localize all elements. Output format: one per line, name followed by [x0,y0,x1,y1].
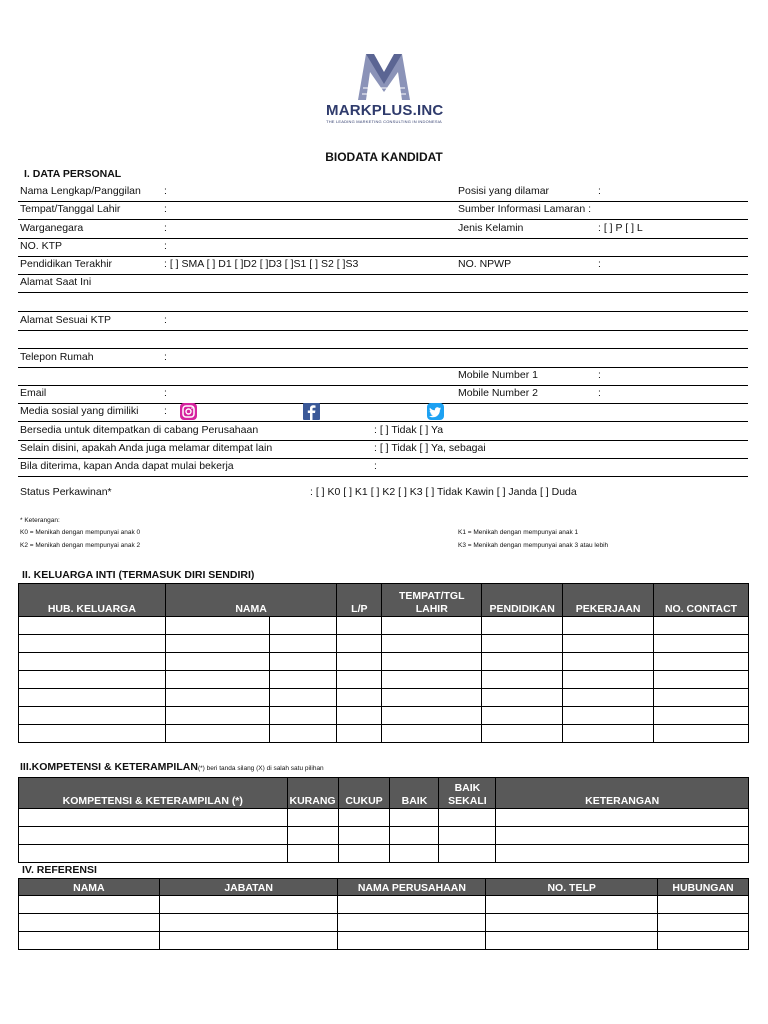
document-title: BIODATA KANDIDAT [325,150,443,164]
label-sumber-informasi: Sumber Informasi Lamaran : [458,203,592,215]
table-row[interactable] [19,689,749,707]
logo-brand: MARKPLUS.INC [326,102,444,119]
label-tempat-lahir: Tempat/Tanggal Lahir [20,203,121,215]
label-posisi: Posisi yang dilamar [458,185,550,197]
section-3-heading-wrap [20,761,324,773]
value-tempat-lahir[interactable]: : [164,203,167,215]
row-mobile-1 [18,367,748,386]
table-row[interactable] [19,809,749,827]
markplus-logo-mark [354,50,414,102]
facebook-icon[interactable] [303,403,320,420]
note-k2: K2 = Menikah dengan mempunyai anak 2 [20,542,141,549]
reference-table [18,878,749,950]
row-media-sosial [18,403,748,422]
label-email: Email [20,387,47,399]
row-nama [18,183,748,202]
label-bersedia: Bersedia untuk ditempatkan di cabang Perusahaan [20,424,259,436]
note-k0: K0 = Menikah dengan mempunyai anak 0 [20,529,141,536]
label-mobile-2: Mobile Number 2 [458,387,538,399]
col-no-contact: NO. CONTACT [654,584,749,617]
value-alamat-ktp[interactable]: : [164,314,167,326]
value-bersedia[interactable]: : [ ] Tidak [ ] Ya [374,424,444,436]
value-status-perkawinan[interactable]: : [ ] K0 [ ] K1 [ ] K2 [ ] K3 [ ] Tidak Kawin [ ] Janda [ ] Duda [310,486,577,498]
table-row[interactable] [19,653,749,671]
row-bersedia [18,422,748,441]
table-row[interactable] [19,707,749,725]
section-1-heading: I. DATA PERSONAL [24,168,122,180]
col-tempat-tgl-lahir: TEMPAT/TGL LAHIR [382,584,482,617]
col-baik-sekali: BAIK SEKALI [439,778,496,809]
label-jenis-kelamin: Jenis Kelamin [458,222,524,234]
col-ref-jabatan: JABATAN [159,879,338,896]
col-pendidikan: PENDIDIKAN [482,584,563,617]
logo-tagline: THE LEADING MARKETING CONSULTING IN INDONESIA [326,119,442,124]
value-jenis-kelamin[interactable]: : [ ] P [ ] L [598,222,643,234]
label-alamat: Alamat Saat Ini [20,276,92,288]
section-2-heading: II. KELUARGA INTI (TERMASUK DIRI SENDIRI) [22,569,255,581]
section-4-heading: IV. REFERENSI [22,864,97,876]
competency-table [18,777,749,863]
section-3-heading: III.KOMPETENSI & KETERAMPILAN [20,761,198,773]
value-media-sosial: : [164,405,167,417]
label-warganegara: Warganegara [20,222,84,234]
row-mulai-bekerja [18,458,748,477]
company-logo [326,50,442,134]
row-alamat [18,274,748,293]
col-kompetensi: KOMPETENSI & KETERAMPILAN (*) [19,778,288,809]
col-ref-nama: NAMA [19,879,160,896]
row-warganegara [18,220,748,239]
note-title: * Keterangan: [20,517,60,524]
col-lp: L/P [337,584,382,617]
label-alamat-ktp: Alamat Sesuai KTP [20,314,112,326]
table-row[interactable] [19,635,749,653]
table-row[interactable] [19,914,749,932]
twitter-icon[interactable] [427,403,444,420]
value-mobile-1[interactable]: : [598,369,601,381]
label-npwp: NO. NPWP [458,258,512,270]
label-melamar-lain: Selain disini, apakah Anda juga melamar ditempat lain [20,442,273,454]
label-media-sosial: Media sosial yang dimiliki [20,405,139,417]
value-ktp[interactable]: : [164,240,167,252]
value-mobile-2[interactable]: : [598,387,601,399]
table-row[interactable] [19,845,749,863]
col-ref-perusahaan: NAMA PERUSAHAAN [338,879,486,896]
value-posisi[interactable]: : [598,185,601,197]
row-tempat-lahir [18,201,748,220]
value-email[interactable]: : [164,387,167,399]
row-alamat-ktp-blank[interactable] [18,330,748,349]
table-row[interactable] [19,896,749,914]
value-melamar-lain[interactable]: : [ ] Tidak [ ] Ya, sebagai [374,442,486,454]
label-pendidikan: Pendidikan Terakhir [20,258,113,270]
col-hub-keluarga: HUB. KELUARGA [19,584,166,617]
table-row[interactable] [19,932,749,950]
col-baik: BAIK [390,778,439,809]
row-telepon [18,349,748,368]
row-melamar-lain [18,440,748,459]
table-row[interactable] [19,725,749,743]
label-status-perkawinan: Status Perkawinan* [20,486,112,498]
col-keterangan: KETERANGAN [496,778,749,809]
row-alamat-blank[interactable] [18,293,748,312]
value-warganegara[interactable]: : [164,222,167,234]
label-mobile-1: Mobile Number 1 [458,369,538,381]
row-pendidikan [18,256,748,275]
value-telepon[interactable]: : [164,351,167,363]
instagram-icon[interactable] [180,403,197,420]
label-nama: Nama Lengkap/Panggilan [20,185,141,197]
label-telepon: Telepon Rumah [20,351,94,363]
family-table [18,583,749,743]
value-npwp[interactable]: : [598,258,601,270]
table-row[interactable] [19,827,749,845]
value-pendidikan[interactable]: : [ ] SMA [ ] D1 [ ]D2 [ ]D3 [ ]S1 [ ] S2 [ ]S3 [164,258,359,270]
note-k1: K1 = Menikah dengan mempunyai anak 1 [458,529,579,536]
value-nama[interactable]: : [164,185,167,197]
label-ktp: NO. KTP [20,240,63,252]
row-email [18,385,748,404]
col-pekerjaan: PEKERJAAN [563,584,654,617]
value-mulai-bekerja[interactable]: : [374,460,377,472]
col-nama: NAMA [165,584,337,617]
label-mulai-bekerja: Bila diterima, kapan Anda dapat mulai bekerja [20,460,234,472]
table-row[interactable] [19,617,749,635]
col-kurang: KURANG [287,778,338,809]
col-cukup: CUKUP [338,778,390,809]
section-3-hint: (*) beri tanda silang (X) di salah satu pilihan [197,765,324,772]
row-alamat-ktp [18,312,748,331]
col-ref-hubungan: HUBUNGAN [658,879,749,896]
row-ktp [18,238,748,257]
table-row[interactable] [19,671,749,689]
note-k3: K3 = Menikah dengan mempunyai anak 3 atau lebih [458,542,609,549]
col-ref-telp: NO. TELP [486,879,658,896]
